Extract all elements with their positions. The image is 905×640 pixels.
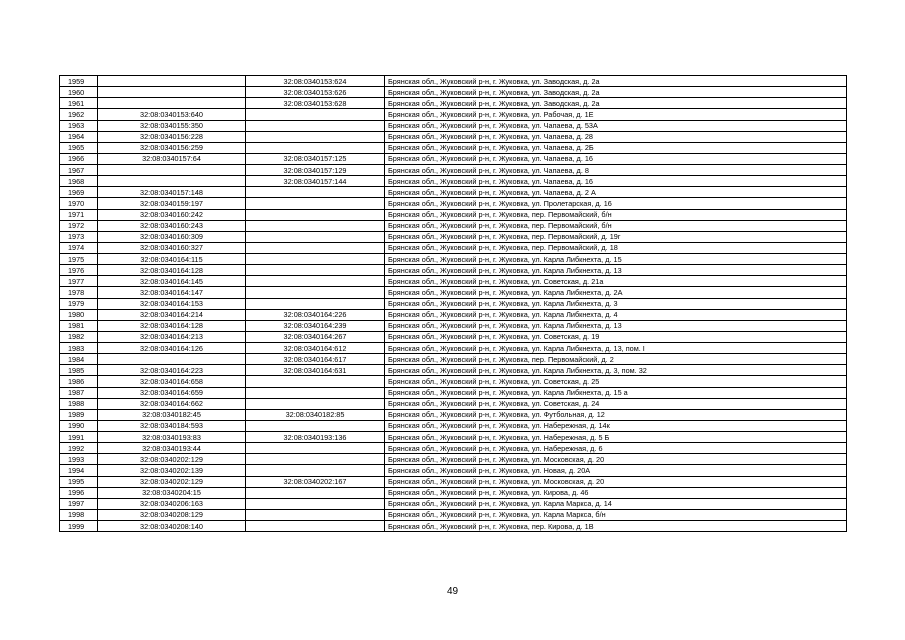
cadastral-number-2-cell	[246, 142, 385, 153]
table-row	[60, 187, 847, 198]
row-number-cell: 1988	[60, 398, 98, 409]
cadastral-number-1-cell: 32:08:0340153:640	[98, 109, 246, 120]
cadastral-number-1-cell: 32:08:0340164:128	[98, 320, 246, 331]
cadastral-number-2-cell: 32:08:0340164:612	[246, 343, 385, 354]
table-row	[60, 276, 847, 287]
cadastral-number-2-cell: 32:08:0340164:617	[246, 354, 385, 365]
cadastral-number-1-cell: 32:08:0340164:213	[98, 331, 246, 342]
row-number-cell: 1974	[60, 242, 98, 253]
address-cell: Брянская обл., Жуковский р-н, г. Жуковка, пер. Кирова, д. 1В	[385, 521, 847, 532]
cadastral-number-2-cell	[246, 209, 385, 220]
cadastral-number-2-cell	[246, 465, 385, 476]
row-number-cell: 1989	[60, 409, 98, 420]
address-cell: Брянская обл., Жуковский р-н, г. Жуковка, ул. Чапаева, д. 2Б	[385, 142, 847, 153]
address-cell: Брянская обл., Жуковский р-н, г. Жуковка, ул. Набережная, д. 6	[385, 443, 847, 454]
address-cell: Брянская обл., Жуковский р-н, г. Жуковка, ул. Советская, д. 25	[385, 376, 847, 387]
address-cell: Брянская обл., Жуковский р-н, г. Жуковка, ул. Чапаева, д. 28	[385, 131, 847, 142]
cadastral-number-2-cell	[246, 254, 385, 265]
cadastral-number-1-cell: 32:08:0340202:129	[98, 454, 246, 465]
table-row	[60, 398, 847, 409]
cadastral-number-1-cell: 32:08:0340160:327	[98, 242, 246, 253]
table-row	[60, 521, 847, 532]
table-row	[60, 98, 847, 109]
cadastral-number-1-cell: 32:08:0340206:163	[98, 498, 246, 509]
address-cell: Брянская обл., Жуковский р-н, г. Жуковка, ул. Карла Либкнехта, д. 13, пом. I	[385, 343, 847, 354]
address-cell: Брянская обл., Жуковский р-н, г. Жуковка, ул. Новая, д. 20А	[385, 465, 847, 476]
cadastral-number-1-cell: 32:08:0340164:223	[98, 365, 246, 376]
table-row	[60, 343, 847, 354]
cadastral-number-2-cell: 32:08:0340157:144	[246, 176, 385, 187]
row-number-cell: 1966	[60, 153, 98, 164]
cadastral-number-1-cell: 32:08:0340156:259	[98, 142, 246, 153]
address-cell: Брянская обл., Жуковский р-н, г. Жуковка, пер. Первомайский, б/н	[385, 220, 847, 231]
address-cell: Брянская обл., Жуковский р-н, г. Жуковка, ул. Карла Либкнехта, д. 3, пом. 32	[385, 365, 847, 376]
address-cell: Брянская обл., Жуковский р-н, г. Жуковка, ул. Карла Либкнехта, д. 13	[385, 265, 847, 276]
cadastral-number-1-cell: 32:08:0340164:214	[98, 309, 246, 320]
row-number-cell: 1962	[60, 109, 98, 120]
table-row	[60, 509, 847, 520]
row-number-cell: 1996	[60, 487, 98, 498]
cadastral-number-1-cell	[98, 354, 246, 365]
cadastral-number-2-cell: 32:08:0340157:129	[246, 165, 385, 176]
cadastral-number-2-cell: 32:08:0340164:239	[246, 320, 385, 331]
row-number-cell: 1970	[60, 198, 98, 209]
address-cell: Брянская обл., Жуковский р-н, г. Жуковка, ул. Карла Либкнехта, д. 2А	[385, 287, 847, 298]
cadastral-number-1-cell	[98, 176, 246, 187]
address-cell: Брянская обл., Жуковский р-н, г. Жуковка, ул. Советская, д. 19	[385, 331, 847, 342]
cadastral-number-1-cell: 32:08:0340202:129	[98, 476, 246, 487]
address-cell: Брянская обл., Жуковский р-н, г. Жуковка, ул. Карла Маркса, б/н	[385, 509, 847, 520]
cadastral-number-1-cell: 32:08:0340164:145	[98, 276, 246, 287]
table-row	[60, 242, 847, 253]
address-cell: Брянская обл., Жуковский р-н, г. Жуковка, ул. Кирова, д. 46	[385, 487, 847, 498]
address-cell: Брянская обл., Жуковский р-н, г. Жуковка, пер. Первомайский, д. 18	[385, 242, 847, 253]
table-row	[60, 142, 847, 153]
row-number-cell: 1986	[60, 376, 98, 387]
table-row	[60, 487, 847, 498]
cadastral-number-2-cell	[246, 287, 385, 298]
cadastral-number-1-cell: 32:08:0340208:129	[98, 509, 246, 520]
row-number-cell: 1983	[60, 343, 98, 354]
cadastral-number-1-cell: 32:08:0340193:83	[98, 432, 246, 443]
table-row	[60, 354, 847, 365]
cadastral-number-1-cell	[98, 76, 246, 87]
row-number-cell: 1993	[60, 454, 98, 465]
table-row	[60, 476, 847, 487]
cadastral-number-2-cell	[246, 454, 385, 465]
table-row	[60, 153, 847, 164]
cadastral-number-2-cell	[246, 276, 385, 287]
table-row	[60, 220, 847, 231]
cadastral-number-2-cell: 32:08:0340164:267	[246, 331, 385, 342]
cadastral-number-1-cell: 32:08:0340164:659	[98, 387, 246, 398]
address-cell: Брянская обл., Жуковский р-н, г. Жуковка, ул. Набережная, д. 5 Б	[385, 432, 847, 443]
cadastral-number-1-cell: 32:08:0340164:115	[98, 254, 246, 265]
row-number-cell: 1982	[60, 331, 98, 342]
table-row	[60, 498, 847, 509]
row-number-cell: 1961	[60, 98, 98, 109]
cadastral-number-2-cell: 32:08:0340153:628	[246, 98, 385, 109]
address-cell: Брянская обл., Жуковский р-н, г. Жуковка, ул. Чапаева, д. 16	[385, 176, 847, 187]
cadastral-number-2-cell: 32:08:0340157:125	[246, 153, 385, 164]
cadastral-number-2-cell	[246, 220, 385, 231]
registry-table	[59, 75, 847, 532]
row-number-cell: 1998	[60, 509, 98, 520]
cadastral-number-1-cell: 32:08:0340164:147	[98, 287, 246, 298]
table-row	[60, 198, 847, 209]
cadastral-number-1-cell: 32:08:0340164:128	[98, 265, 246, 276]
address-cell: Брянская обл., Жуковский р-н, г. Жуковка, ул. Карла Либкнехта, д. 3	[385, 298, 847, 309]
row-number-cell: 1997	[60, 498, 98, 509]
cadastral-number-1-cell: 32:08:0340156:228	[98, 131, 246, 142]
row-number-cell: 1963	[60, 120, 98, 131]
table-row	[60, 298, 847, 309]
table-row	[60, 265, 847, 276]
row-number-cell: 1964	[60, 131, 98, 142]
cadastral-number-2-cell	[246, 231, 385, 242]
row-number-cell: 1984	[60, 354, 98, 365]
address-cell: Брянская обл., Жуковский р-н, г. Жуковка, ул. Набережная, д. 14к	[385, 420, 847, 431]
cadastral-number-1-cell: 32:08:0340155:350	[98, 120, 246, 131]
registry-table-body	[60, 76, 847, 532]
cadastral-number-1-cell: 32:08:0340208:140	[98, 521, 246, 532]
table-row	[60, 320, 847, 331]
table-row	[60, 165, 847, 176]
address-cell: Брянская обл., Жуковский р-н, г. Жуковка, ул. Карла Либкнехта, д. 13	[385, 320, 847, 331]
cadastral-number-2-cell	[246, 198, 385, 209]
cadastral-number-2-cell	[246, 521, 385, 532]
page-number: 49	[446, 586, 459, 597]
cadastral-number-2-cell: 32:08:0340164:226	[246, 309, 385, 320]
cadastral-number-2-cell	[246, 387, 385, 398]
cadastral-number-1-cell: 32:08:0340193:44	[98, 443, 246, 454]
cadastral-number-2-cell	[246, 398, 385, 409]
address-cell: Брянская обл., Жуковский р-н, г. Жуковка, пер. Первомайский, б/н	[385, 209, 847, 220]
row-number-cell: 1976	[60, 265, 98, 276]
address-cell: Брянская обл., Жуковский р-н, г. Жуковка, ул. Советская, д. 21а	[385, 276, 847, 287]
table-row	[60, 409, 847, 420]
cadastral-number-2-cell: 32:08:0340153:626	[246, 87, 385, 98]
row-number-cell: 1999	[60, 521, 98, 532]
cadastral-number-2-cell: 32:08:0340164:631	[246, 365, 385, 376]
address-cell: Брянская обл., Жуковский р-н, г. Жуковка, ул. Футбольная, д. 12	[385, 409, 847, 420]
row-number-cell: 1979	[60, 298, 98, 309]
address-cell: Брянская обл., Жуковский р-н, г. Жуковка, ул. Заводская, д. 2а	[385, 87, 847, 98]
cadastral-number-1-cell	[98, 98, 246, 109]
table-row	[60, 443, 847, 454]
table-row	[60, 454, 847, 465]
row-number-cell: 1977	[60, 276, 98, 287]
address-cell: Брянская обл., Жуковский р-н, г. Жуковка, ул. Московская, д. 20	[385, 454, 847, 465]
table-row	[60, 254, 847, 265]
cadastral-number-2-cell	[246, 120, 385, 131]
table-row	[60, 109, 847, 120]
cadastral-number-1-cell	[98, 165, 246, 176]
table-row	[60, 432, 847, 443]
address-cell: Брянская обл., Жуковский р-н, г. Жуковка, ул. Чапаева, д. 53А	[385, 120, 847, 131]
cadastral-number-1-cell: 32:08:0340157:64	[98, 153, 246, 164]
table-row	[60, 287, 847, 298]
row-number-cell: 1965	[60, 142, 98, 153]
cadastral-number-2-cell	[246, 376, 385, 387]
cadastral-number-1-cell: 32:08:0340202:139	[98, 465, 246, 476]
row-number-cell: 1995	[60, 476, 98, 487]
address-cell: Брянская обл., Жуковский р-н, г. Жуковка, ул. Чапаева, д. 16	[385, 153, 847, 164]
row-number-cell: 1973	[60, 231, 98, 242]
table-row	[60, 387, 847, 398]
cadastral-number-1-cell: 32:08:0340159:197	[98, 198, 246, 209]
table-row	[60, 331, 847, 342]
address-cell: Брянская обл., Жуковский р-н, г. Жуковка, пер. Первомайский, д. 19г	[385, 231, 847, 242]
row-number-cell: 1967	[60, 165, 98, 176]
table-row	[60, 76, 847, 87]
cadastral-number-1-cell: 32:08:0340204:15	[98, 487, 246, 498]
row-number-cell: 1972	[60, 220, 98, 231]
cadastral-number-1-cell	[98, 87, 246, 98]
row-number-cell: 1969	[60, 187, 98, 198]
cadastral-number-1-cell: 32:08:0340160:242	[98, 209, 246, 220]
cadastral-number-2-cell	[246, 265, 385, 276]
cadastral-number-2-cell: 32:08:0340193:136	[246, 432, 385, 443]
row-number-cell: 1992	[60, 443, 98, 454]
cadastral-number-2-cell: 32:08:0340153:624	[246, 76, 385, 87]
address-cell: Брянская обл., Жуковский р-н, г. Жуковка, ул. Чапаева, д. 8	[385, 165, 847, 176]
cadastral-number-1-cell: 32:08:0340160:243	[98, 220, 246, 231]
cadastral-number-2-cell: 32:08:0340202:167	[246, 476, 385, 487]
cadastral-number-1-cell: 32:08:0340164:126	[98, 343, 246, 354]
row-number-cell: 1960	[60, 87, 98, 98]
row-number-cell: 1981	[60, 320, 98, 331]
cadastral-number-2-cell	[246, 187, 385, 198]
row-number-cell: 1971	[60, 209, 98, 220]
address-cell: Брянская обл., Жуковский р-н, г. Жуковка, ул. Заводская, д. 2а	[385, 76, 847, 87]
cadastral-number-1-cell: 32:08:0340160:309	[98, 231, 246, 242]
address-cell: Брянская обл., Жуковский р-н, г. Жуковка, ул. Карла Либкнехта, д. 15	[385, 254, 847, 265]
address-cell: Брянская обл., Жуковский р-н, г. Жуковка, ул. Чапаева, д. 2 А	[385, 187, 847, 198]
row-number-cell: 1980	[60, 309, 98, 320]
cadastral-number-2-cell	[246, 298, 385, 309]
address-cell: Брянская обл., Жуковский р-н, г. Жуковка, ул. Московская, д. 20	[385, 476, 847, 487]
table-row	[60, 420, 847, 431]
address-cell: Брянская обл., Жуковский р-н, г. Жуковка, ул. Карла Либкнехта, д. 15 а	[385, 387, 847, 398]
table-row	[60, 376, 847, 387]
cadastral-number-1-cell: 32:08:0340157:148	[98, 187, 246, 198]
cadastral-number-1-cell: 32:08:0340182:45	[98, 409, 246, 420]
row-number-cell: 1978	[60, 287, 98, 298]
cadastral-number-2-cell	[246, 443, 385, 454]
table-row	[60, 120, 847, 131]
cadastral-number-1-cell: 32:08:0340164:153	[98, 298, 246, 309]
row-number-cell: 1987	[60, 387, 98, 398]
address-cell: Брянская обл., Жуковский р-н, г. Жуковка, ул. Советская, д. 24	[385, 398, 847, 409]
table-row	[60, 87, 847, 98]
cadastral-number-2-cell: 32:08:0340182:85	[246, 409, 385, 420]
table-row	[60, 131, 847, 142]
address-cell: Брянская обл., Жуковский р-н, г. Жуковка, пер. Первомайский, д. 2	[385, 354, 847, 365]
row-number-cell: 1968	[60, 176, 98, 187]
cadastral-number-2-cell	[246, 498, 385, 509]
address-cell: Брянская обл., Жуковский р-н, г. Жуковка, ул. Заводская, д. 2а	[385, 98, 847, 109]
table-row	[60, 365, 847, 376]
cadastral-number-2-cell	[246, 420, 385, 431]
address-cell: Брянская обл., Жуковский р-н, г. Жуковка, ул. Карла Либкнехта, д. 4	[385, 309, 847, 320]
row-number-cell: 1994	[60, 465, 98, 476]
row-number-cell: 1959	[60, 76, 98, 87]
cadastral-number-2-cell	[246, 487, 385, 498]
cadastral-number-2-cell	[246, 109, 385, 120]
address-cell: Брянская обл., Жуковский р-н, г. Жуковка, ул. Рабочая, д. 1Е	[385, 109, 847, 120]
row-number-cell: 1985	[60, 365, 98, 376]
table-row	[60, 209, 847, 220]
table-row	[60, 465, 847, 476]
cadastral-number-2-cell	[246, 509, 385, 520]
row-number-cell: 1991	[60, 432, 98, 443]
cadastral-number-1-cell: 32:08:0340164:662	[98, 398, 246, 409]
cadastral-number-1-cell: 32:08:0340164:658	[98, 376, 246, 387]
address-cell: Брянская обл., Жуковский р-н, г. Жуковка, ул. Пролетарская, д. 16	[385, 198, 847, 209]
table-row	[60, 176, 847, 187]
table-row	[60, 309, 847, 320]
cadastral-number-2-cell	[246, 242, 385, 253]
address-cell: Брянская обл., Жуковский р-н, г. Жуковка, ул. Карла Маркса, д. 14	[385, 498, 847, 509]
cadastral-number-2-cell	[246, 131, 385, 142]
row-number-cell: 1990	[60, 420, 98, 431]
table-row	[60, 231, 847, 242]
cadastral-number-1-cell: 32:08:0340184:593	[98, 420, 246, 431]
row-number-cell: 1975	[60, 254, 98, 265]
